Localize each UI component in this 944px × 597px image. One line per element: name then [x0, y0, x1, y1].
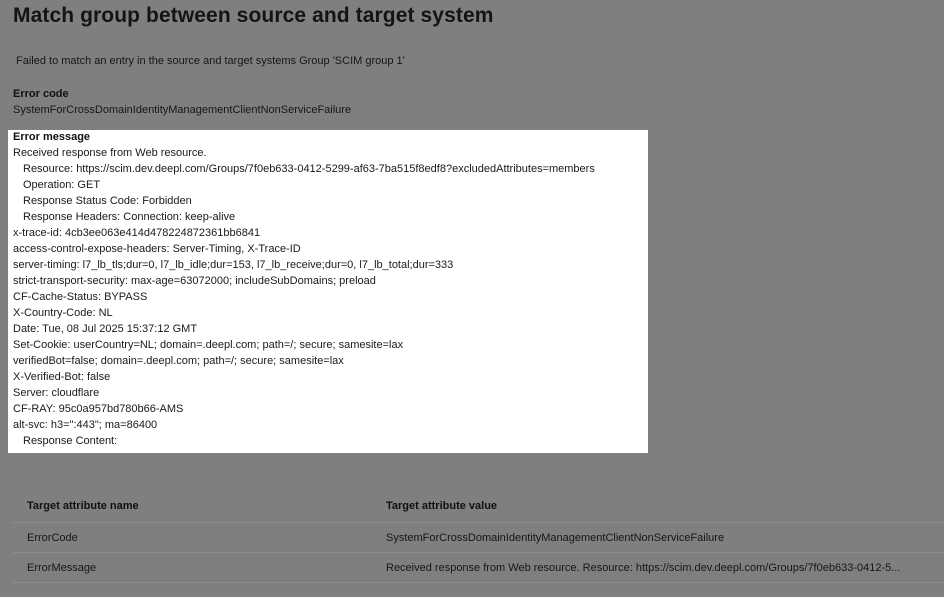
- failure-summary: Failed to match an entry in the source and target systems Group 'SCIM group 1': [16, 55, 405, 67]
- error-message-line: Resource: https://scim.dev.deepl.com/Groups/7f0eb633-0412-5299-af63-7ba515f8edf8?excludedAttributes=members: [23, 163, 595, 175]
- attribute-name-cell: ErrorCode: [27, 531, 78, 544]
- error-message-line: alt-svc: h3=":443"; ma=86400: [13, 419, 158, 431]
- error-message-line: verifiedBot=false; domain=.deepl.com; path=/; secure; samesite=lax: [13, 355, 344, 367]
- error-message-line: Set-Cookie: userCountry=NL; domain=.deepl.com; path=/; secure; samesite=lax: [13, 339, 404, 351]
- error-message-line: Date: Tue, 08 Jul 2025 15:37:12 GMT: [13, 323, 198, 335]
- attribute-value-cell: Received response from Web resource. Resource: https://scim.dev.deepl.com/Groups/7f0eb633-0412-5...: [386, 561, 901, 574]
- error-message-line: Response Headers: Connection: keep-alive: [23, 211, 236, 223]
- target-attributes-table: [13, 490, 944, 583]
- error-code-label: Error code: [13, 88, 69, 100]
- error-message-line: Operation: GET: [23, 179, 101, 191]
- table-header-row: [13, 490, 944, 523]
- error-message-line: Server: cloudflare: [13, 387, 100, 399]
- error-message-line: Response Content:: [23, 435, 118, 447]
- column-header-value[interactable]: Target attribute value: [386, 500, 498, 512]
- error-message-line: strict-transport-security: max-age=63072000; includeSubDomains; preload: [13, 275, 376, 287]
- attribute-value-cell: SystemForCrossDomainIdentityManagementClientNonServiceFailure: [386, 531, 725, 544]
- error-message-line: CF-RAY: 95c0a957bd780b66-AMS: [13, 403, 184, 415]
- error-message-line: Received response from Web resource.: [13, 147, 207, 159]
- error-message-line: CF-Cache-Status: BYPASS: [13, 291, 148, 303]
- error-message-section: [8, 130, 648, 453]
- page-title: Match group between source and target system: [13, 4, 494, 27]
- column-header-name[interactable]: Target attribute name: [27, 500, 139, 512]
- error-message-line: X-Verified-Bot: false: [13, 371, 111, 383]
- table-row[interactable]: [13, 553, 944, 583]
- error-message-line: x-trace-id: 4cb3ee063e414d478224872361bb6841: [13, 227, 261, 239]
- error-code-section: [13, 86, 351, 118]
- error-message-line: access-control-expose-headers: Server-Timing, X-Trace-ID: [13, 243, 301, 255]
- table-row[interactable]: [13, 523, 944, 553]
- attribute-name-cell: ErrorMessage: [27, 561, 97, 574]
- error-message-line: server-timing: l7_lb_tls;dur=0, l7_lb_idle;dur=153, l7_lb_receive;dur=0, l7_lb_total;dur=333: [13, 259, 454, 271]
- error-message-label: Error message: [13, 131, 91, 143]
- error-message-line: Response Status Code: Forbidden: [23, 195, 192, 207]
- error-code-value: SystemForCrossDomainIdentityManagementClientNonServiceFailure: [13, 104, 352, 116]
- error-message-line: X-Country-Code: NL: [13, 307, 113, 319]
